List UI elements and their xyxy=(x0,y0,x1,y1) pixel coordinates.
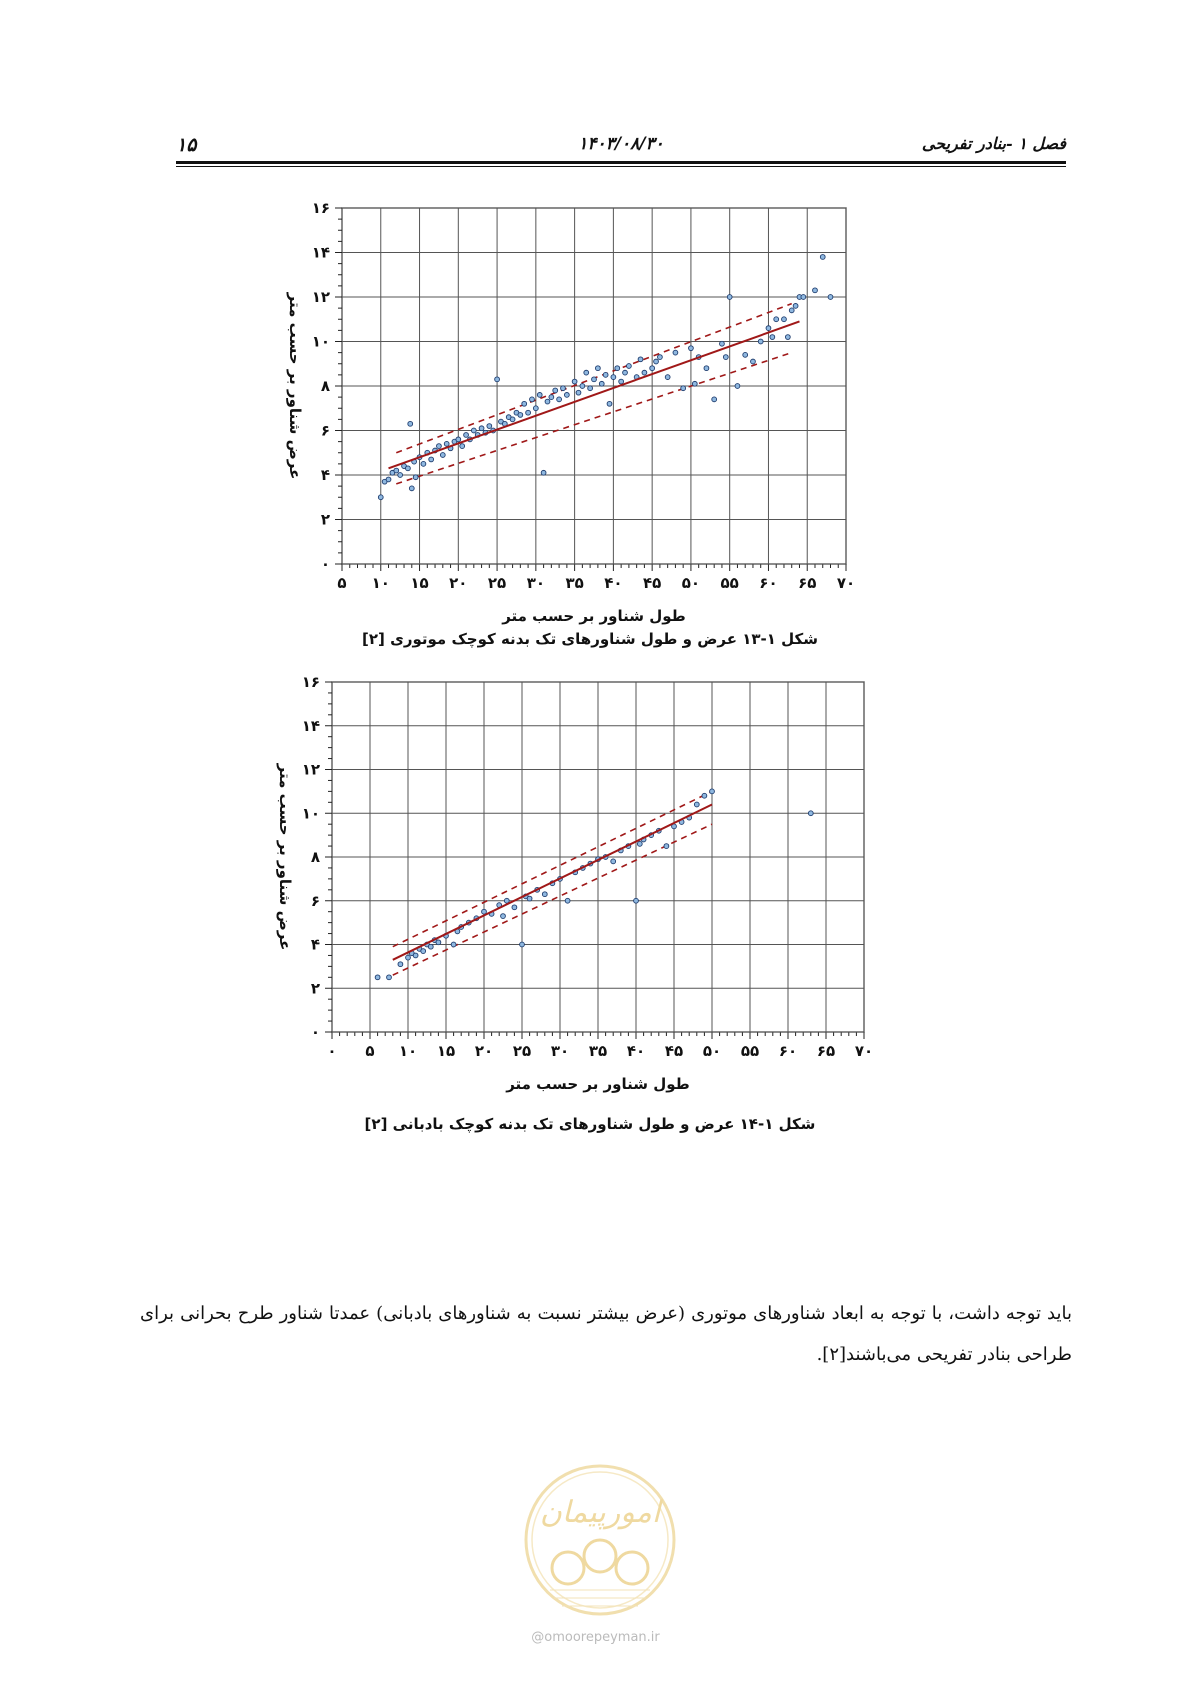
data-point xyxy=(588,386,593,391)
x-tick-label: ۶۵ xyxy=(816,1042,836,1060)
data-point xyxy=(522,401,527,406)
data-point xyxy=(727,295,732,300)
data-point xyxy=(642,370,647,375)
data-point xyxy=(564,393,569,398)
y-tick-label: ۶ xyxy=(320,421,330,440)
data-point xyxy=(654,359,659,364)
data-point xyxy=(464,433,469,438)
x-tick-label: ۲۰ xyxy=(474,1042,494,1060)
data-point xyxy=(665,375,670,380)
y-tick-label: ۱۶ xyxy=(301,673,320,691)
x-axis-label: طول شناور بر حسب متر xyxy=(502,607,686,625)
data-point xyxy=(619,379,624,384)
x-tick-label: ۶۰ xyxy=(759,574,778,592)
y-tick-label: ۲ xyxy=(320,510,330,529)
data-point xyxy=(533,406,538,411)
data-point xyxy=(576,390,581,395)
data-point xyxy=(451,942,456,947)
data-point xyxy=(607,401,612,406)
data-point xyxy=(444,441,449,446)
data-point xyxy=(664,844,669,849)
x-tick-label: ۱۵ xyxy=(410,574,429,592)
data-point xyxy=(704,366,709,371)
x-tick-label: ۶۰ xyxy=(778,1042,798,1060)
y-tick-label: ۱۰ xyxy=(301,804,320,823)
x-tick-label: ۳۰ xyxy=(550,1042,570,1060)
y-tick-label: ۰ xyxy=(310,1023,320,1041)
data-point xyxy=(808,811,813,816)
data-point xyxy=(512,905,517,910)
x-tick-label: ۳۰ xyxy=(526,574,546,592)
chapter-title: فصل ۱ -بنادر تفریحی xyxy=(921,134,1066,153)
data-point xyxy=(537,393,542,398)
x-tick-label: ۰ xyxy=(327,1042,337,1060)
data-point xyxy=(545,399,550,404)
watermark-url: @omoorepeyman.ir xyxy=(531,1630,660,1645)
data-point xyxy=(471,428,476,433)
body-paragraph: باید توجه داشت، با توجه به ابعاد شناورهای موتوری (عرض بیشتر نسبت به شناورهای بادبانی) عمدتا شناور طرح بحرانی برای طراحی بنادر تفریحی می‌باشند[۲]. xyxy=(140,1303,1072,1365)
x-tick-label: ۵ xyxy=(365,1042,375,1060)
data-point xyxy=(820,255,825,260)
data-point xyxy=(526,410,531,415)
data-point xyxy=(565,898,570,903)
data-point xyxy=(557,397,562,402)
data-point xyxy=(542,892,547,897)
figure-1-13-chart xyxy=(270,199,910,625)
data-point xyxy=(584,370,589,375)
data-point xyxy=(712,397,717,402)
logo-text: امورپیمان xyxy=(539,1495,661,1530)
data-point xyxy=(658,355,663,360)
data-point xyxy=(681,386,686,391)
x-tick-label: ۳۵ xyxy=(565,574,584,592)
data-point xyxy=(440,453,445,458)
data-point xyxy=(518,413,523,418)
y-tick-label: ۱۲ xyxy=(311,288,330,306)
data-point xyxy=(789,308,794,313)
x-tick-label: ۴۰ xyxy=(626,1042,646,1060)
data-point xyxy=(723,355,728,360)
x-tick-label: ۵۵ xyxy=(720,574,739,592)
figure-1-13-caption: شکل ۱-۱۳ عرض و طول شناورهای تک بدنه کوچک موتوری [۲] xyxy=(362,630,818,648)
data-point xyxy=(520,942,525,947)
data-point xyxy=(758,339,763,344)
x-tick-label: ۵۵ xyxy=(740,1042,760,1060)
data-point xyxy=(429,457,434,462)
data-point xyxy=(561,386,566,391)
data-point xyxy=(702,793,707,798)
data-point xyxy=(611,375,616,380)
data-point xyxy=(689,346,694,351)
data-point xyxy=(751,359,756,364)
data-point xyxy=(487,424,492,429)
data-point xyxy=(406,955,411,960)
data-point xyxy=(580,384,585,389)
data-point xyxy=(479,426,484,431)
data-point xyxy=(409,486,414,491)
data-point xyxy=(413,953,418,958)
data-point xyxy=(495,377,500,382)
data-point xyxy=(782,317,787,322)
x-tick-label: ۴۰ xyxy=(604,574,623,592)
data-point xyxy=(793,304,798,309)
page-number: ۱۵ xyxy=(176,134,197,156)
data-point xyxy=(603,372,608,377)
data-point xyxy=(813,288,818,293)
y-axis-label: عرض شناور بر حسب متر xyxy=(276,763,294,951)
data-point xyxy=(766,326,771,331)
data-point xyxy=(421,461,426,466)
omoorepeyman-logo xyxy=(510,1460,690,1630)
header-date: ۱۴۰۳/۰۸/۳۰ xyxy=(578,134,664,154)
data-point xyxy=(626,364,631,369)
figure-1-14-caption: شکل ۱-۱۴ عرض و طول شناورهای تک بدنه کوچک بادبانی [۲] xyxy=(364,1115,816,1133)
data-point xyxy=(634,898,639,903)
x-tick-label: ۵۰ xyxy=(702,1042,722,1060)
y-tick-label: ۶ xyxy=(310,891,320,910)
y-tick-label: ۱۴ xyxy=(301,716,320,735)
header-rule-thin xyxy=(176,166,1066,167)
data-point xyxy=(460,444,465,449)
data-point xyxy=(770,335,775,340)
data-point xyxy=(386,477,391,482)
x-tick-label: ۵۰ xyxy=(681,574,701,592)
x-tick-label: ۷۰ xyxy=(854,1042,874,1060)
data-point xyxy=(527,896,532,901)
data-point xyxy=(673,350,678,355)
data-point xyxy=(375,975,380,980)
data-point xyxy=(828,295,833,300)
x-tick-label: ۵ xyxy=(337,574,347,592)
x-tick-label: ۷۰ xyxy=(836,574,856,592)
y-tick-label: ۱۴ xyxy=(311,243,330,262)
x-tick-label: ۴۵ xyxy=(642,574,662,592)
y-axis-label: عرض شناور بر حسب متر xyxy=(286,292,304,480)
x-tick-label: ۱۰ xyxy=(371,574,390,592)
x-tick-label: ۶۵ xyxy=(798,574,817,592)
data-point xyxy=(615,366,620,371)
y-tick-label: ۰ xyxy=(320,555,330,573)
x-axis-label: طول شناور بر حسب متر xyxy=(506,1075,690,1093)
data-point xyxy=(650,366,655,371)
data-point xyxy=(437,444,442,449)
data-point xyxy=(785,335,790,340)
data-point xyxy=(637,841,642,846)
data-point xyxy=(482,909,487,914)
data-point xyxy=(553,388,558,393)
data-point xyxy=(501,914,506,919)
y-tick-label: ۲ xyxy=(310,979,320,998)
x-tick-label: ۴۵ xyxy=(664,1042,684,1060)
data-point xyxy=(599,381,604,386)
data-point xyxy=(406,466,411,471)
y-tick-label: ۱۲ xyxy=(301,760,320,779)
x-tick-label: ۲۵ xyxy=(487,574,507,592)
data-point xyxy=(720,341,725,346)
data-point xyxy=(530,397,535,402)
figure-1-14-chart xyxy=(270,673,910,1110)
y-tick-label: ۸ xyxy=(320,377,330,395)
data-point xyxy=(428,944,433,949)
data-point xyxy=(623,370,628,375)
data-point xyxy=(398,962,403,967)
y-tick-label: ۱۶ xyxy=(311,199,330,217)
data-point xyxy=(436,940,441,945)
data-point xyxy=(592,377,597,382)
data-point xyxy=(549,395,554,400)
data-point xyxy=(801,295,806,300)
data-point xyxy=(735,384,740,389)
data-point xyxy=(710,789,715,794)
y-tick-label: ۱۰ xyxy=(311,332,330,351)
data-point xyxy=(510,417,515,422)
data-point xyxy=(541,470,546,475)
data-point xyxy=(398,473,403,478)
y-tick-label: ۴ xyxy=(310,935,320,954)
data-point xyxy=(743,352,748,357)
data-point xyxy=(572,379,577,384)
data-point xyxy=(694,802,699,807)
data-point xyxy=(387,975,392,980)
data-point xyxy=(774,317,779,322)
y-tick-label: ۸ xyxy=(310,848,320,866)
y-tick-label: ۴ xyxy=(320,466,330,484)
x-tick-label: ۱۰ xyxy=(398,1042,418,1060)
data-point xyxy=(692,381,697,386)
data-point xyxy=(408,421,413,426)
x-tick-label: ۲۵ xyxy=(512,1042,532,1060)
data-point xyxy=(394,468,399,473)
data-point xyxy=(611,859,616,864)
header-rule xyxy=(176,161,1066,164)
x-tick-label: ۱۵ xyxy=(436,1042,456,1060)
x-tick-label: ۳۵ xyxy=(588,1042,608,1060)
page-header xyxy=(176,128,1066,162)
data-point xyxy=(413,475,418,480)
data-point xyxy=(421,949,426,954)
data-point xyxy=(456,437,461,442)
data-point xyxy=(378,495,383,500)
data-point xyxy=(638,357,643,362)
data-point xyxy=(595,366,600,371)
x-tick-label: ۲۰ xyxy=(449,574,468,592)
